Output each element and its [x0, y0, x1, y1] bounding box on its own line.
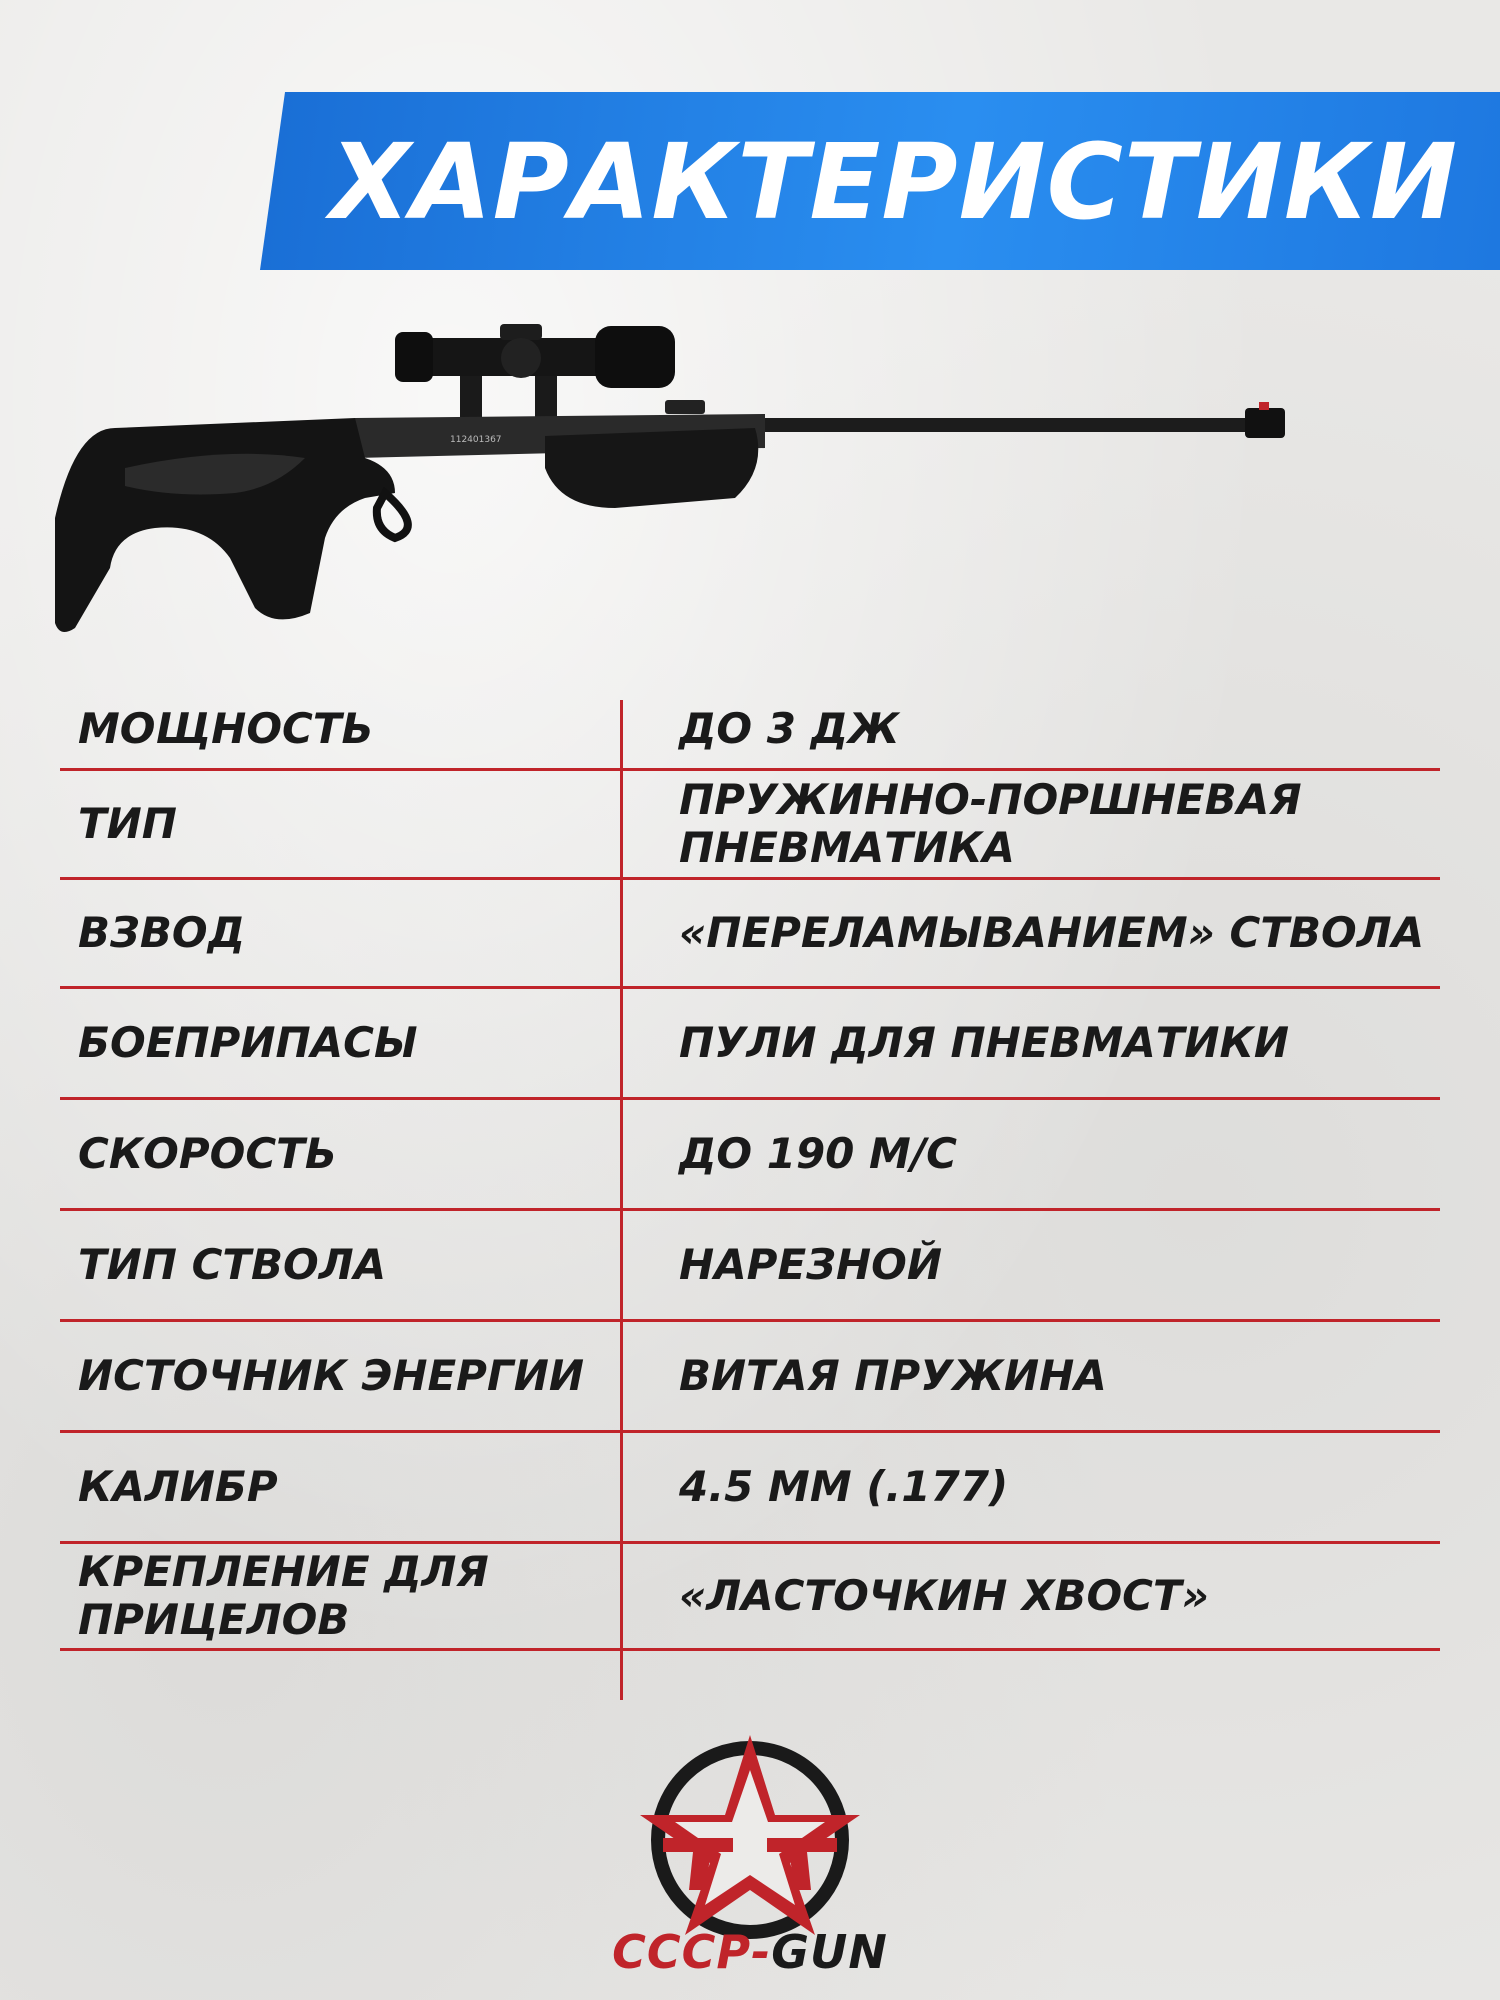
spec-key: ВЗВОД	[78, 908, 245, 957]
red-star-with-pistols-icon	[635, 1730, 865, 1940]
serial-marking: 112401367	[450, 435, 502, 445]
spec-row-ammo	[60, 989, 1440, 1100]
page-title: ХАРАКТЕРИСТИКИ	[330, 121, 1458, 243]
brand-logo-text	[600, 1925, 900, 1979]
spec-value-line1: ПРУЖИННО-ПОРШНЕВАЯ	[679, 775, 1302, 824]
spec-row-power	[60, 690, 1440, 771]
spec-key: КАЛИБР	[78, 1462, 278, 1511]
brand-part2: GUN	[771, 1925, 888, 1979]
spec-value	[635, 776, 1440, 872]
spec-key: ТИП	[78, 799, 177, 848]
spec-key: ТИП СТВОЛА	[78, 1240, 387, 1289]
spec-key-line1: КРЕПЛЕНИЕ ДЛЯ	[78, 1547, 489, 1596]
brand-part1: СССР-	[612, 1925, 772, 1979]
spec-key	[60, 1548, 635, 1644]
spec-row-speed	[60, 1100, 1440, 1211]
spec-value: ПУЛИ ДЛЯ ПНЕВМАТИКИ	[679, 1018, 1290, 1067]
spec-value: ВИТАЯ ПРУЖИНА	[679, 1351, 1107, 1400]
spec-row-caliber	[60, 1433, 1440, 1544]
spec-row-type	[60, 771, 1440, 880]
spec-row-energy-source	[60, 1322, 1440, 1433]
spec-key: ИСТОЧНИК ЭНЕРГИИ	[78, 1351, 585, 1400]
air-rifle-image	[55, 318, 1295, 658]
spec-row-barrel-type	[60, 1211, 1440, 1322]
spec-row-cocking	[60, 880, 1440, 989]
spec-key: БОЕПРИПАСЫ	[78, 1018, 418, 1067]
spec-value: «ПЕРЕЛАМЫВАНИЕМ» СТВОЛА	[679, 908, 1425, 957]
spec-key: СКОРОСТЬ	[78, 1129, 337, 1178]
spec-value: «ЛАСТОЧКИН ХВОСТ»	[679, 1571, 1209, 1620]
spec-value: ДО 190 М/С	[679, 1129, 957, 1178]
spec-value-line2: ПНЕВМАТИКА	[679, 823, 1015, 872]
spec-table	[60, 690, 1440, 1651]
spec-row-scope-mount	[60, 1544, 1440, 1651]
spec-key: МОЩНОСТЬ	[78, 704, 374, 753]
spec-value: ДО 3 ДЖ	[679, 704, 900, 753]
spec-value: НАРЕЗНОЙ	[679, 1240, 942, 1289]
spec-value: 4.5 ММ (.177)	[679, 1462, 1009, 1511]
spec-key-line2: ПРИЦЕЛОВ	[78, 1595, 350, 1644]
